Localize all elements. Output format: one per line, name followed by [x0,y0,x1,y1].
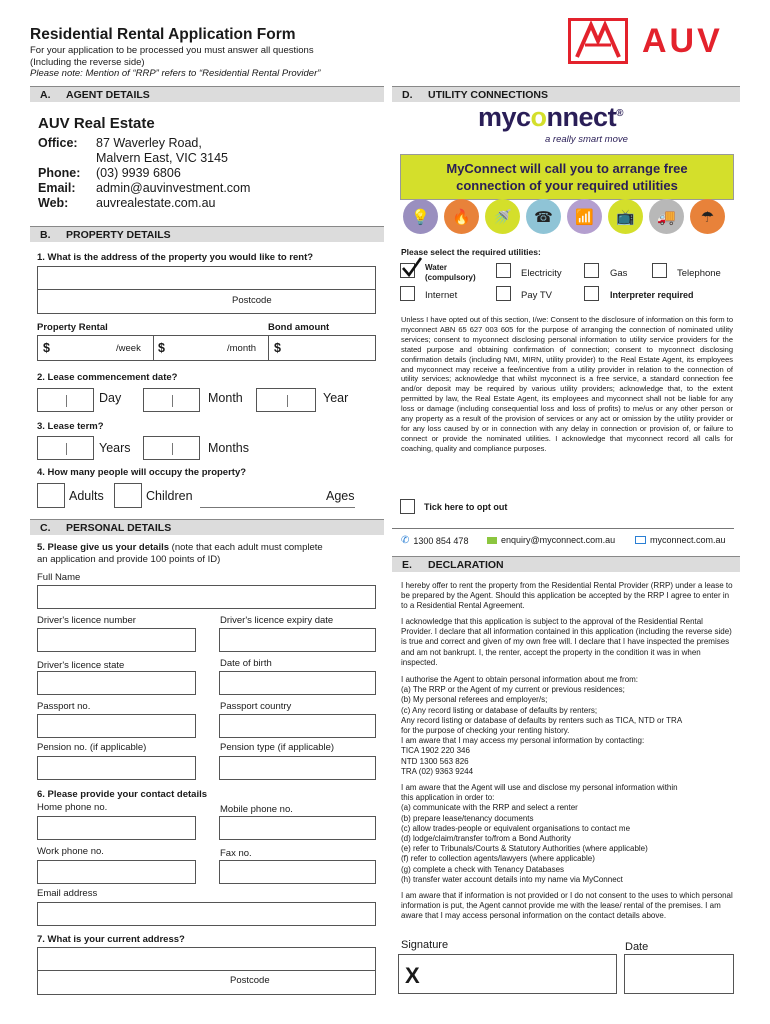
contact-email: enquiry@myconnect.com.au [501,535,616,545]
question-7: 7. What is your current address? [37,934,185,945]
work-phone-label: Work phone no. [37,846,104,857]
auv-logo-icon [571,21,625,61]
section-title: UTILITY CONNECTIONS [428,88,548,101]
section-b-header [30,226,384,242]
signature-input[interactable] [398,954,617,994]
pension-type-input[interactable] [219,756,376,780]
declaration-line: TRA (02) 9363 9244 [401,766,474,776]
truck-icon: 🚚 [649,199,684,234]
utility-icons [403,199,725,234]
pension-no-label: Pension no. (if applicable) [37,742,147,753]
email-input[interactable] [37,902,376,926]
gas-label: Gas [610,268,628,279]
lease-months-input[interactable] [143,436,200,460]
question-5 [37,542,377,565]
internet-label: Internet [425,290,458,301]
section-title: AGENT DETAILS [66,88,150,101]
dob-label: Date of birth [220,658,272,669]
declaration-line: for the purpose of checking your renting history. [401,726,570,736]
myconnect-tagline: a really smart move [545,134,628,145]
declaration-line: TICA 1902 220 346 [401,746,470,756]
full-name-input[interactable] [37,585,376,609]
lightbulb-icon: 💡 [403,199,438,234]
fax-input[interactable] [219,860,376,884]
banner-line: connection of your required utilities [456,178,678,193]
mobile-phone-label: Mobile phone no. [220,804,293,815]
digit-divider [172,395,173,407]
agent-contact [38,136,250,211]
myconnect-consent-text: Unless I have opted out of this section, I/we: Consent to the disclosure of information on this form to myconnect ABN 65 627 003 605 for the purpose of arranging the connection of nominated utility services; consent to myconnect disclosing personal information to utility service providers for the stated purpose and obtaining confirmation of connection; consent to myconnect disclosing confirmation details (including NMI, MIRN, utility provider) to the Real Estate Agent, its employees and myconnect may receive a fee/incentive from a utility provider in relation to the connection of utility services; acknowledge that whilst myconnect is a free service, a standard connection fee and/or deposit may be required by various utility providers; acknowledge that, to the extent permitted by law, the Real Estate Agent, its employees and myconnect shall not be liable for any loss or damage (including consequential loss and loss of profits) to me/us or any other person or any property as a result of the provision of services or any act or omission by the utility provider or for any loss caused by or in connection with any delay in connection or provision of, or failure to connect or provide the nominated utilities. I acknowledge that myconnect record all calls for coaching, quality and compliance purposes. [401,315,733,453]
declaration-line: I authorise the Agent to obtain personal information about me from: [401,675,639,684]
agent-phone: (03) 9939 6806 [96,166,181,180]
myconnect-banner [400,154,734,200]
declaration-p4 [401,783,734,885]
question-1: 1. What is the address of the property you would like to rent? [37,252,314,263]
section-letter: C. [40,521,51,534]
divider [153,336,154,360]
ages-label: Ages [326,489,355,503]
date-input[interactable] [624,954,734,994]
umbrella-icon: ☂ [690,199,725,234]
agent-name: AUV Real Estate [38,115,155,132]
adults-label: Adults [69,489,104,503]
water-checkbox[interactable] [400,263,415,278]
declaration-line: (d) lodge/claim/transfer to/from a Bond Authority [401,834,571,844]
declaration-line: (b) My personal referees and employer/s; [401,695,548,705]
licence-state-input[interactable] [37,671,196,695]
declaration-line: (h) transfer water account details into my name via MyConnect [401,874,623,884]
monitor-icon [635,536,646,544]
question-2: 2. Lease commencement date? [37,372,178,383]
bond-amount-label: Bond amount [268,322,330,333]
declaration-line: (f) refer to collection agents/lawyers (where applicable) [401,854,595,864]
interpreter-checkbox[interactable] [584,286,599,301]
flame-icon: 🔥 [444,199,479,234]
section-e-header [392,556,740,572]
web-label: Web: [38,196,69,210]
per-month-label: /month [227,343,257,354]
date-label: Date [625,941,649,953]
section-letter: D. [402,88,413,101]
day-label: Day [99,391,122,405]
email-label: Email: [38,181,76,195]
property-rental-label: Property Rental [37,322,108,333]
water-subtext: (compulsory) [425,273,476,282]
licence-number-label: Driver's licence number [37,615,136,626]
declaration-line: NTD 1300 563 826 [401,756,469,766]
office-label: Office: [38,136,78,150]
bond-amount-input[interactable] [286,336,376,360]
years-label: Years [99,441,131,455]
auv-logo-mark [568,18,628,64]
section-title: PROPERTY DETAILS [66,228,171,241]
licence-expiry-label: Driver's licence expiry date [220,615,334,626]
declaration-line: (a) The RRP or the Agent of my current or previous residences; [401,685,625,695]
section-letter: E. [402,558,412,571]
declaration-line: (c) Any record listing or database of defaults by renters; [401,705,598,715]
property-address-input[interactable] [37,266,376,314]
home-phone-label: Home phone no. [37,802,108,813]
section-title: DECLARATION [428,558,504,571]
digit-divider [287,395,288,407]
address-divider [38,289,375,290]
licence-number-input[interactable] [37,628,196,652]
dollar-sign: $ [274,341,281,355]
declaration-line: (g) complete a check with Tenancy Databases [401,864,565,874]
rental-amount-row [37,335,376,361]
registered-mark: ® [616,108,623,119]
question-3: 3. Lease term? [37,421,104,432]
declaration-line: this application in order to: [401,793,495,803]
pension-no-input[interactable] [37,756,196,780]
postcode-label: Postcode [230,975,270,986]
q5-bold: 5. Please give us your details [37,542,170,553]
phone-label: Phone: [38,166,81,180]
brand-part: nnect [546,102,617,132]
brand-part: o [530,102,547,132]
signature-label: Signature [401,939,449,951]
section-c-header [30,519,384,535]
electricity-label: Electricity [521,268,562,279]
passport-country-input[interactable] [219,714,376,738]
digit-divider [66,443,67,455]
lease-years-input[interactable] [37,436,94,460]
declaration-line: (a) communicate with the RRP and select a renter [401,803,578,813]
telephone-checkbox[interactable] [652,263,667,278]
declaration-line: I am aware that I may access my personal information by contacting: [401,736,645,746]
shower-icon: 🚿 [485,199,520,234]
contact-web: myconnect.com.au [650,535,726,545]
passport-no-label: Passport no. [37,701,91,712]
form-title: Residential Rental Application Form [30,26,296,43]
per-week-label: /week [116,343,141,354]
divider [392,528,734,529]
banner-line: MyConnect will call you to arrange free [446,161,688,176]
contact-phone: 1300 854 478 [413,535,469,546]
year-input[interactable] [256,388,316,412]
electricity-checkbox[interactable] [496,263,511,278]
digit-divider [172,443,173,455]
intro-note: Please note: Mention of “RRP” refers to “Residential Rental Provider” [30,68,321,79]
myconnect-web [635,535,726,545]
current-address-input[interactable] [37,947,376,995]
tv-icon: 📺 [608,199,643,234]
myconnect-email [487,535,615,545]
myconnect-phone [401,535,468,546]
address-divider [38,970,375,971]
ages-input[interactable] [200,507,355,508]
brand-part: myc [478,102,531,132]
declaration-line: Any record listing or database of defaults by renters such as TICA, NTD or TRA [401,715,683,725]
question-4: 4. How many people will occupy the property? [37,467,247,478]
q5-rest: (note that each adult must complete [169,542,323,553]
pension-type-label: Pension type (if applicable) [220,742,335,753]
dollar-sign: $ [158,341,165,355]
auv-logo-text: AUV [642,22,723,60]
declaration-line: (c) allow trades-people or equivalent organisations to contact me [401,823,631,833]
office-address: Malvern East, VIC 3145 [96,151,229,165]
declaration-p5: I am aware that if information is not provided or I do not consent to the uses to which personal information is put, the Agent cannot provide me with the lease/ rental of the premises. I am aware that I may access personal information on the contact details above. [401,891,733,921]
email-label: Email address [37,888,98,899]
licence-state-label: Driver's licence state [37,660,125,671]
checkmark-icon [401,256,423,278]
work-phone-input[interactable] [37,860,196,884]
children-label: Children [146,489,193,503]
internet-checkbox[interactable] [400,286,415,301]
agent-email: admin@auvinvestment.com [96,181,251,195]
select-utilities-prompt: Please select the required utilities: [401,247,541,257]
office-address: 87 Waverley Road, [96,136,202,150]
home-phone-input[interactable] [37,816,196,840]
phone-icon: ☎ [526,199,561,234]
declaration-line: I am aware that the Agent will use and disclose my personal information within [401,783,678,792]
declaration-p3 [401,675,734,777]
dob-input[interactable] [219,671,376,695]
pay-tv-checkbox[interactable] [496,286,511,301]
phone-icon: ✆ [401,535,410,546]
question-6: 6. Please provide your contact details [37,789,208,800]
month-label: Month [208,391,243,405]
opt-out-label: Tick here to opt out [424,502,508,512]
year-label: Year [323,391,349,405]
opt-out-checkbox[interactable] [400,499,415,514]
water-text: Water [425,263,447,272]
passport-country-label: Passport country [220,701,292,712]
section-d-header [392,86,740,102]
q5-line2: an application and provide 100 points of ID) [37,553,221,565]
myconnect-logo [478,102,623,133]
router-icon: 📶 [567,199,602,234]
passport-no-input[interactable] [37,714,196,738]
declaration-line: (e) refer to Tribunals/Courts & Statutory Authorities (where applicable) [401,844,648,854]
section-a-header [30,86,384,102]
intro-line: (Including the reverse side) [30,56,145,68]
divider [268,336,269,360]
declaration-p2: I acknowledge that this application is subject to the approval of the Residential Rental Provider. I declare that all information contained in this application (including the reverse side) is true and correct and given of my own free will. I declare that I have inspected the premises and am not bankrupt. I, the renter, accept the property in the condition it was in when inspected. [401,617,732,667]
children-input[interactable] [114,483,142,508]
form-intro [30,45,390,80]
full-name-label: Full Name [37,572,81,583]
dollar-sign: $ [43,341,50,355]
section-letter: B. [40,228,51,241]
signature-x-mark: X [405,963,420,988]
interpreter-label: Interpreter required [610,290,694,300]
section-title: PERSONAL DETAILS [66,521,172,534]
pay-tv-label: Pay TV [521,290,552,301]
mobile-phone-input[interactable] [219,816,376,840]
day-input[interactable] [37,388,94,412]
months-label: Months [208,441,249,455]
section-letter: A. [40,88,51,101]
postcode-label: Postcode [232,295,272,306]
digit-divider [66,395,67,407]
declaration-line: (b) prepare lease/tenancy documents [401,813,534,823]
declaration-p1: I hereby offer to rent the property from the Residential Rental Provider (RRP) under a lease to be prepared by the Agent. Should this application be accepted by the RRP I agree to enter in to a Residential Rental Agreement. [401,581,733,611]
envelope-icon [487,537,497,544]
adults-input[interactable] [37,483,65,508]
gas-checkbox[interactable] [584,263,599,278]
fax-label: Fax no. [220,848,252,859]
licence-expiry-input[interactable] [219,628,376,652]
month-input[interactable] [143,388,200,412]
water-label [425,263,476,283]
intro-line: For your application to be processed you must answer all questions [30,45,314,56]
agent-web: auvrealestate.com.au [96,196,216,210]
telephone-label: Telephone [677,268,721,279]
